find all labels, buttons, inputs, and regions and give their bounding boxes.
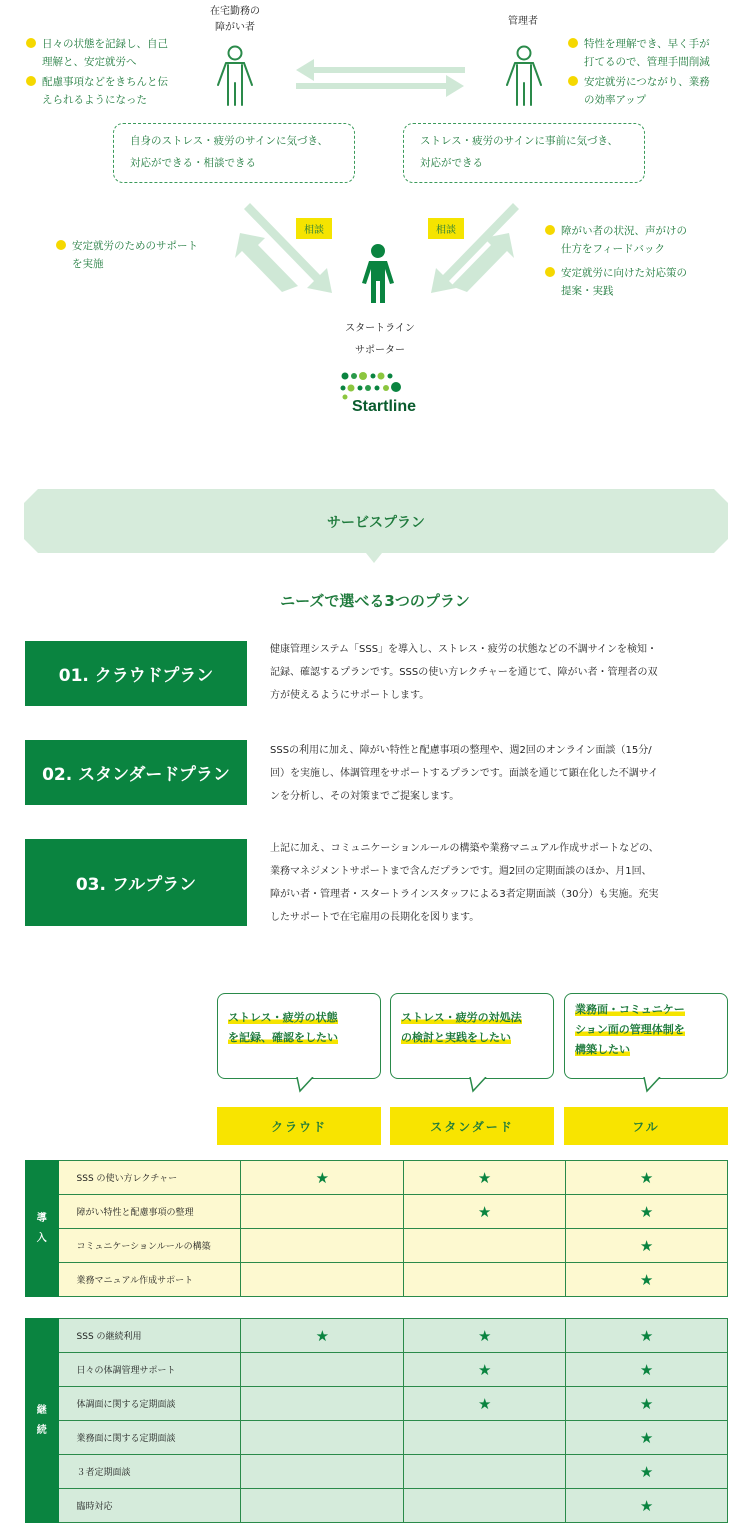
star-icon: ★ [639, 1202, 654, 1221]
table-cell [241, 1161, 404, 1195]
row-label: コミュニケーションルールの構築 [58, 1229, 241, 1263]
table-cell [241, 1229, 404, 1263]
row-label: 障がい特性と配慮事項の整理 [58, 1195, 241, 1229]
consult-tag: 相談 [296, 218, 332, 239]
bubble-tail [469, 1077, 489, 1093]
bubble-tail [296, 1077, 316, 1093]
table-cell [241, 1263, 404, 1297]
continuation-table [25, 1318, 728, 1523]
star-icon: ★ [639, 1236, 654, 1255]
person-icon [503, 45, 545, 107]
table-row [26, 1489, 728, 1523]
need-bubble-cloud: ストレス・疲労の状態 を記録、確認をしたい [217, 993, 381, 1079]
table-row [26, 1229, 728, 1263]
star-icon: ★ [477, 1326, 492, 1345]
feedback-bullet: 障がい者の状況、声がけの 仕方をフィードバック [545, 222, 741, 258]
table-cell [241, 1195, 404, 1229]
row-label: 業務面に関する定期面談 [58, 1421, 241, 1455]
star-icon: ★ [315, 1326, 330, 1345]
left-bullet: 配慮事項などをきちんと伝 えられるようになった [26, 73, 212, 109]
table-cell [404, 1455, 566, 1489]
table-cell [566, 1161, 728, 1195]
left-bullet: 日々の状態を記録し、自己 理解と、安定就労へ [26, 35, 212, 71]
plans-subtitle: ニーズで選べる3つのプラン [280, 592, 470, 610]
plan-cloud-description: 健康管理システム「SSS」を導入し、ストレス・疲労の状態などの不調サインを検知・ 記録、確認するプランです。SSSの使い方レクチャーを通じて、障がい者・管理者の双 方が使えるようにサポートします。 [270, 644, 658, 701]
supporter-bullet: 安定就労のためのサポート を実施 [56, 237, 247, 273]
right-bullet: 特性を理解でき、早く手が 打てるので、管理手間削減 [568, 35, 750, 71]
left-dashed-box: 自身のストレス・疲労のサインに気づき、 対応ができる・相談できる [113, 123, 355, 183]
row-label: SSS の使い方レクチャー [58, 1161, 241, 1195]
bullet-dot [545, 267, 555, 277]
star-icon: ★ [477, 1360, 492, 1379]
startline-logo-icon [338, 370, 408, 400]
column-header-standard: スタンダード [390, 1107, 554, 1145]
bubble-tail [643, 1077, 663, 1093]
table-cell [566, 1489, 728, 1523]
intro-table [25, 1160, 728, 1297]
table-cell [566, 1263, 728, 1297]
table-cell [241, 1319, 404, 1353]
row-label: SSS の継続利用 [58, 1319, 241, 1353]
bullet-dot [545, 225, 555, 235]
table-cell [566, 1229, 728, 1263]
supporter-person-icon [360, 243, 396, 305]
table-cell [241, 1353, 404, 1387]
star-icon: ★ [639, 1428, 654, 1447]
right-bullet: 安定就労につながり、業務 の効率アップ [568, 73, 750, 109]
need-bubble-full: 業務面・コミュニケー ション面の管理体制を 構築したい [564, 993, 728, 1079]
table-row [26, 1195, 728, 1229]
star-icon: ★ [639, 1168, 654, 1187]
exchange-arrows [290, 55, 470, 100]
plan-full-description: 上記に加え、コミュニケーションルールの構築や業務マニュアル作成サポートなどの、 業務マネジメントサポートまで含んだプランです。週2回の定期面談のほか、月1回、 障がい者・管理者・スタートラインスタッフによる3者定期面談（30分）も実施。充実 したサポートで在宅雇用の長期化を図ります。 [270, 843, 659, 923]
table-row [26, 1353, 728, 1387]
right-dashed-box: ストレス・疲労のサインに事前に気づき、 対応ができる [403, 123, 645, 183]
plan-cloud-heading: 01. クラウドプラン [25, 641, 247, 706]
right-diagonal-arrows [420, 195, 535, 300]
row-label: 臨時対応 [58, 1489, 241, 1523]
table-cell [404, 1263, 566, 1297]
row-label: 業務マニュアル作成サポート [58, 1263, 241, 1297]
table-cell [566, 1421, 728, 1455]
star-icon: ★ [639, 1394, 654, 1413]
star-icon: ★ [477, 1168, 492, 1187]
table-cell [404, 1229, 566, 1263]
bullet-dot [568, 76, 578, 86]
star-icon: ★ [639, 1326, 654, 1345]
bullet-dot [568, 38, 578, 48]
table-cell [404, 1195, 566, 1229]
plan-standard-heading: 02. スタンダードプラン [25, 740, 247, 805]
bullet-dot [26, 76, 36, 86]
table-row [26, 1319, 728, 1353]
column-header-full: フル [564, 1107, 728, 1145]
person-icon [214, 45, 256, 107]
table-row [26, 1387, 728, 1421]
table-cell [404, 1319, 566, 1353]
star-icon: ★ [477, 1394, 492, 1413]
star-icon: ★ [639, 1270, 654, 1289]
supporter-role-label: スタートライン サポーター [345, 323, 415, 356]
table-row [26, 1421, 728, 1455]
startline-logo-text: Startline [352, 398, 417, 415]
row-label: 日々の体調管理サポート [58, 1353, 241, 1387]
table-row [26, 1455, 728, 1489]
table-cell [241, 1455, 404, 1489]
table-cell [566, 1353, 728, 1387]
table-cell [566, 1455, 728, 1489]
column-header-cloud: クラウド [217, 1107, 381, 1145]
group-label: 継 続 [26, 1319, 59, 1523]
table-cell [404, 1421, 566, 1455]
table-cell [241, 1387, 404, 1421]
star-icon: ★ [477, 1202, 492, 1221]
row-label: 体調面に関する定期面談 [58, 1387, 241, 1421]
plan-standard-description: SSSの利用に加え、障がい特性と配慮事項の整理や、週2回のオンライン面談（15分/ 回）を実施し、体調管理をサポートするプランです。面談を通じて顕在化した不調サイ ンを分析し、その対策までご提案します。 [270, 745, 659, 802]
star-icon: ★ [639, 1360, 654, 1379]
table-row [26, 1161, 728, 1195]
table-cell [566, 1387, 728, 1421]
table-cell [566, 1195, 728, 1229]
star-icon: ★ [639, 1462, 654, 1481]
table-cell [404, 1387, 566, 1421]
row-label: ３者定期面談 [58, 1455, 241, 1489]
table-cell [404, 1161, 566, 1195]
table-cell [241, 1489, 404, 1523]
table-row [26, 1263, 728, 1297]
group-label: 導 入 [26, 1161, 59, 1297]
need-bubble-standard: ストレス・疲労の対処法 の検討と実践をしたい [390, 993, 554, 1079]
table-cell [241, 1421, 404, 1455]
bullet-dot [26, 38, 36, 48]
right-role-label: 管理者 [508, 16, 538, 27]
table-cell [404, 1489, 566, 1523]
left-role-label: 在宅勤務の 障がい者 [210, 6, 260, 33]
table-cell [404, 1353, 566, 1387]
feedback-bullet: 安定就労に向けた対応策の 提案・実践 [545, 264, 741, 300]
star-icon: ★ [639, 1496, 654, 1515]
star-icon: ★ [315, 1168, 330, 1187]
bullet-dot [56, 240, 66, 250]
service-banner-title: サービスプラン [327, 515, 425, 531]
table-cell [566, 1319, 728, 1353]
plan-full-heading: 03. フルプラン [25, 839, 247, 926]
consult-tag: 相談 [428, 218, 464, 239]
